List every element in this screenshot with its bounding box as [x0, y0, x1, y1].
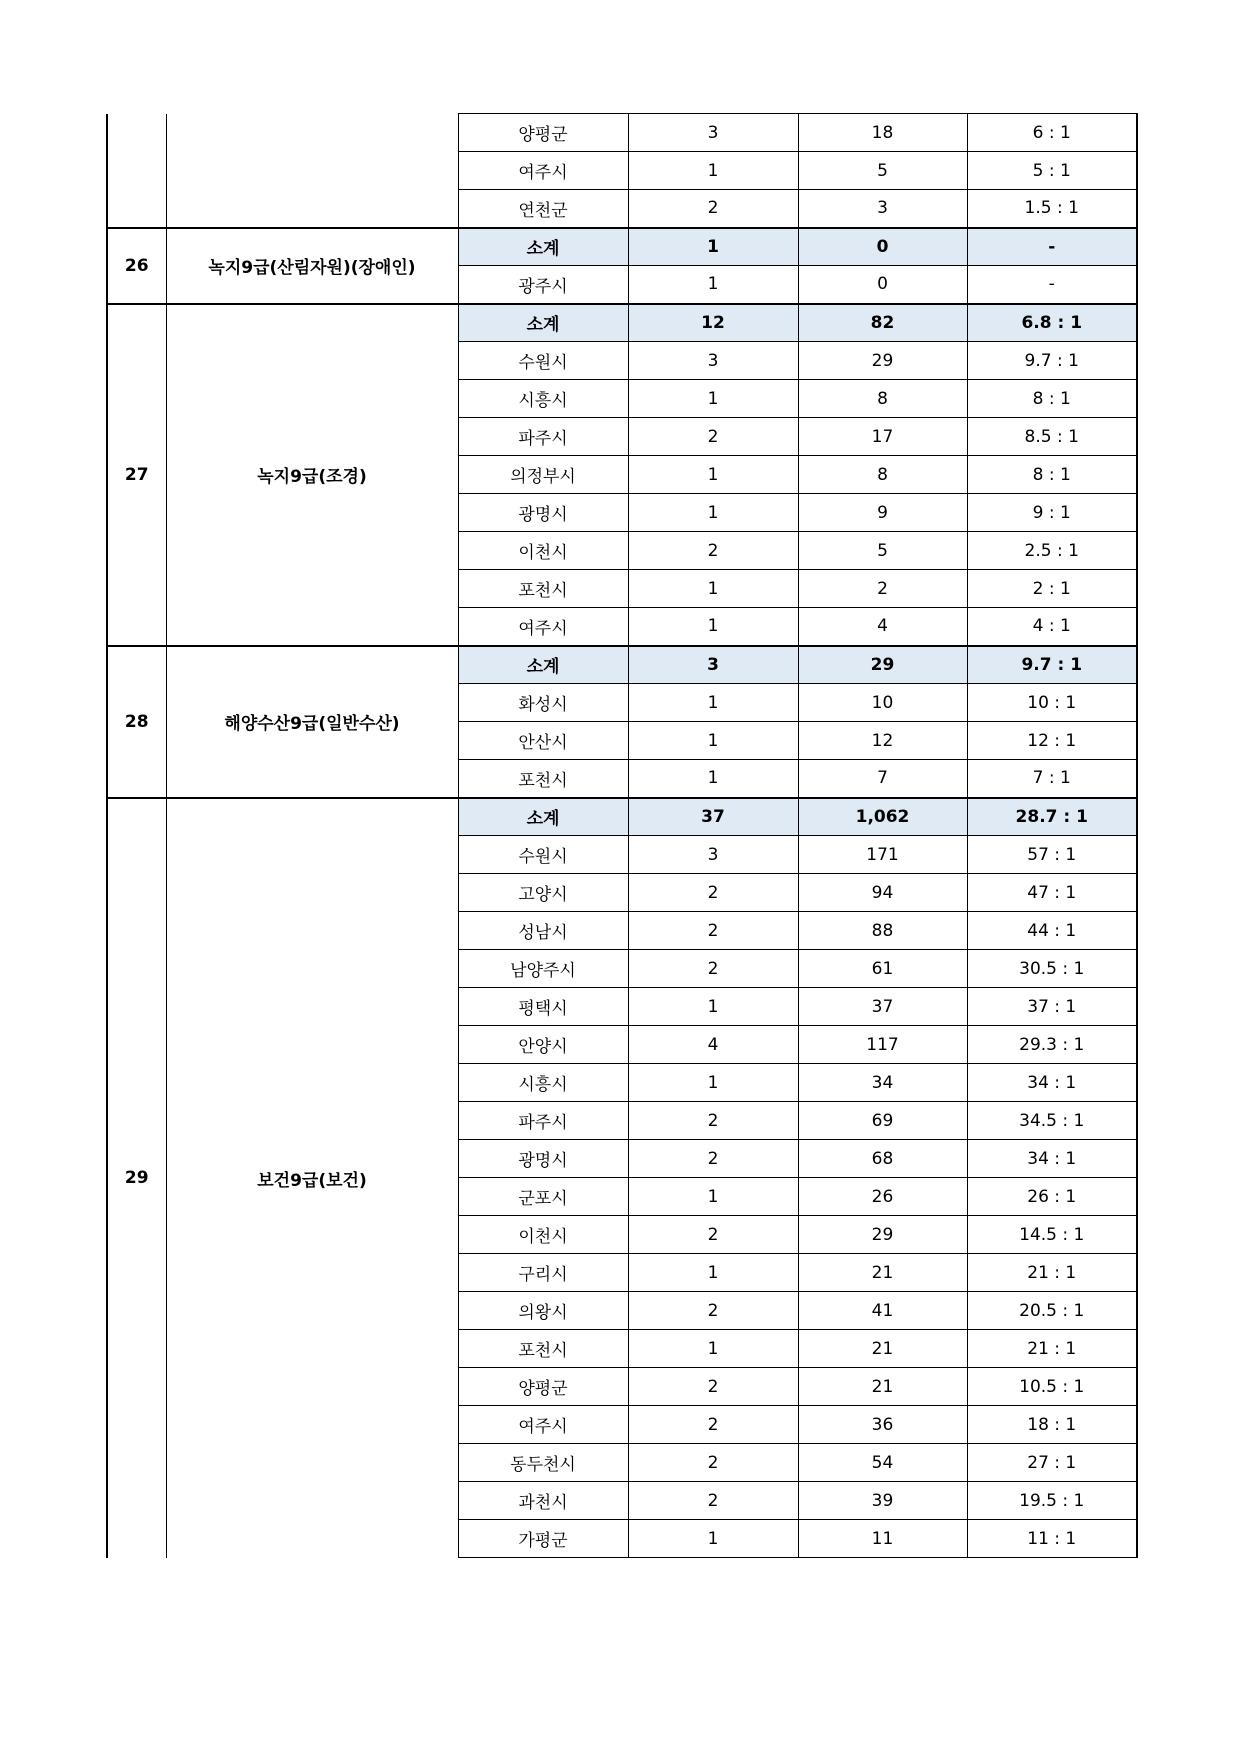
applicants-cell: 117: [798, 1026, 967, 1064]
applicants-cell: 17: [798, 418, 967, 456]
ratio-cell: 29.3 : 1: [967, 1026, 1137, 1064]
region-cell: 화성시: [458, 684, 628, 722]
competition-table-container: [106, 113, 1136, 1558]
ratio-cell: 6 : 1: [967, 114, 1137, 152]
applicants-cell: 54: [798, 1444, 967, 1482]
ratio-cell: 2 : 1: [967, 570, 1137, 608]
ratio-cell: -: [967, 266, 1137, 304]
positions-cell: 2: [628, 1444, 798, 1482]
region-cell: 양평군: [458, 114, 628, 152]
job-category: 보건9급(보건): [166, 798, 458, 1558]
ratio-cell: 21 : 1: [967, 1330, 1137, 1368]
region-cell: 광주시: [458, 266, 628, 304]
job-category: 녹지9급(산림자원)(장애인): [166, 228, 458, 304]
positions-cell: 1: [628, 456, 798, 494]
ratio-cell: -: [967, 228, 1137, 266]
applicants-cell: 61: [798, 950, 967, 988]
positions-cell: 1: [628, 570, 798, 608]
positions-cell: 1: [628, 1254, 798, 1292]
positions-cell: 1: [628, 760, 798, 798]
applicants-cell: 5: [798, 152, 967, 190]
region-cell: 소계: [458, 304, 628, 342]
positions-cell: 1: [628, 1520, 798, 1558]
positions-cell: 2: [628, 1368, 798, 1406]
ratio-cell: 4 : 1: [967, 608, 1137, 646]
positions-cell: 2: [628, 190, 798, 228]
ratio-cell: 18 : 1: [967, 1406, 1137, 1444]
applicants-cell: 39: [798, 1482, 967, 1520]
table-row: [107, 114, 1137, 152]
positions-cell: 3: [628, 342, 798, 380]
job-category: 해양수산9급(일반수산): [166, 646, 458, 798]
applicants-cell: 29: [798, 1216, 967, 1254]
region-cell: 평택시: [458, 988, 628, 1026]
region-cell: 양평군: [458, 1368, 628, 1406]
region-cell: 남양주시: [458, 950, 628, 988]
ratio-cell: 27 : 1: [967, 1444, 1137, 1482]
region-cell: 포천시: [458, 760, 628, 798]
region-cell: 광명시: [458, 1140, 628, 1178]
positions-cell: 2: [628, 532, 798, 570]
applicants-cell: 82: [798, 304, 967, 342]
region-cell: 연천군: [458, 190, 628, 228]
applicants-cell: 21: [798, 1368, 967, 1406]
region-cell: 안양시: [458, 1026, 628, 1064]
positions-cell: 3: [628, 646, 798, 684]
applicants-cell: 4: [798, 608, 967, 646]
positions-cell: 2: [628, 1292, 798, 1330]
applicants-cell: 34: [798, 1064, 967, 1102]
region-cell: 포천시: [458, 1330, 628, 1368]
group-number: 29: [107, 798, 166, 1558]
ratio-cell: 34 : 1: [967, 1140, 1137, 1178]
applicants-cell: 36: [798, 1406, 967, 1444]
positions-cell: 1: [628, 608, 798, 646]
ratio-cell: 1.5 : 1: [967, 190, 1137, 228]
region-cell: 수원시: [458, 836, 628, 874]
applicants-cell: 8: [798, 380, 967, 418]
region-cell: 소계: [458, 798, 628, 836]
positions-cell: 12: [628, 304, 798, 342]
ratio-cell: 57 : 1: [967, 836, 1137, 874]
ratio-cell: 9.7 : 1: [967, 646, 1137, 684]
applicants-cell: 68: [798, 1140, 967, 1178]
positions-cell: 1: [628, 494, 798, 532]
ratio-cell: 10 : 1: [967, 684, 1137, 722]
positions-cell: 1: [628, 266, 798, 304]
positions-cell: 2: [628, 418, 798, 456]
region-cell: 가평군: [458, 1520, 628, 1558]
applicants-cell: 1,062: [798, 798, 967, 836]
positions-cell: 2: [628, 950, 798, 988]
region-cell: 안산시: [458, 722, 628, 760]
applicants-cell: 69: [798, 1102, 967, 1140]
subtotal-row: [107, 798, 1137, 836]
subtotal-row: [107, 646, 1137, 684]
group-number: [107, 114, 166, 228]
ratio-cell: 28.7 : 1: [967, 798, 1137, 836]
positions-cell: 2: [628, 1216, 798, 1254]
region-cell: 여주시: [458, 1406, 628, 1444]
applicants-cell: 5: [798, 532, 967, 570]
applicants-cell: 37: [798, 988, 967, 1026]
region-cell: 동두천시: [458, 1444, 628, 1482]
positions-cell: 1: [628, 1330, 798, 1368]
positions-cell: 4: [628, 1026, 798, 1064]
region-cell: 수원시: [458, 342, 628, 380]
region-cell: 이천시: [458, 1216, 628, 1254]
applicants-cell: 41: [798, 1292, 967, 1330]
region-cell: 여주시: [458, 608, 628, 646]
region-cell: 이천시: [458, 532, 628, 570]
ratio-cell: 7 : 1: [967, 760, 1137, 798]
ratio-cell: 26 : 1: [967, 1178, 1137, 1216]
applicants-cell: 9: [798, 494, 967, 532]
region-cell: 성남시: [458, 912, 628, 950]
region-cell: 광명시: [458, 494, 628, 532]
positions-cell: 1: [628, 722, 798, 760]
positions-cell: 3: [628, 836, 798, 874]
ratio-cell: 8 : 1: [967, 380, 1137, 418]
region-cell: 소계: [458, 646, 628, 684]
region-cell: 시흥시: [458, 380, 628, 418]
positions-cell: 2: [628, 874, 798, 912]
competition-table-body: [107, 114, 1137, 1558]
region-cell: 파주시: [458, 418, 628, 456]
ratio-cell: 37 : 1: [967, 988, 1137, 1026]
applicants-cell: 12: [798, 722, 967, 760]
ratio-cell: 2.5 : 1: [967, 532, 1137, 570]
ratio-cell: 20.5 : 1: [967, 1292, 1137, 1330]
positions-cell: 2: [628, 1482, 798, 1520]
ratio-cell: 47 : 1: [967, 874, 1137, 912]
group-number: 27: [107, 304, 166, 646]
positions-cell: 1: [628, 228, 798, 266]
region-cell: 고양시: [458, 874, 628, 912]
region-cell: 파주시: [458, 1102, 628, 1140]
ratio-cell: 5 : 1: [967, 152, 1137, 190]
positions-cell: 1: [628, 380, 798, 418]
applicants-cell: 0: [798, 266, 967, 304]
positions-cell: 1: [628, 1178, 798, 1216]
applicants-cell: 21: [798, 1330, 967, 1368]
applicants-cell: 171: [798, 836, 967, 874]
applicants-cell: 10: [798, 684, 967, 722]
ratio-cell: 14.5 : 1: [967, 1216, 1137, 1254]
positions-cell: 1: [628, 988, 798, 1026]
applicants-cell: 29: [798, 342, 967, 380]
ratio-cell: 44 : 1: [967, 912, 1137, 950]
ratio-cell: 11 : 1: [967, 1520, 1137, 1558]
ratio-cell: 6.8 : 1: [967, 304, 1137, 342]
subtotal-row: [107, 228, 1137, 266]
positions-cell: 2: [628, 1102, 798, 1140]
region-cell: 과천시: [458, 1482, 628, 1520]
region-cell: 포천시: [458, 570, 628, 608]
subtotal-row: [107, 304, 1137, 342]
job-category: [166, 114, 458, 228]
positions-cell: 1: [628, 684, 798, 722]
ratio-cell: 10.5 : 1: [967, 1368, 1137, 1406]
ratio-cell: 8.5 : 1: [967, 418, 1137, 456]
region-cell: 의정부시: [458, 456, 628, 494]
positions-cell: 1: [628, 152, 798, 190]
applicants-cell: 21: [798, 1254, 967, 1292]
positions-cell: 2: [628, 912, 798, 950]
region-cell: 소계: [458, 228, 628, 266]
positions-cell: 3: [628, 114, 798, 152]
applicants-cell: 29: [798, 646, 967, 684]
applicants-cell: 88: [798, 912, 967, 950]
ratio-cell: 19.5 : 1: [967, 1482, 1137, 1520]
applicants-cell: 2: [798, 570, 967, 608]
ratio-cell: 9 : 1: [967, 494, 1137, 532]
job-category: 녹지9급(조경): [166, 304, 458, 646]
competition-table: [106, 113, 1138, 1558]
applicants-cell: 3: [798, 190, 967, 228]
region-cell: 여주시: [458, 152, 628, 190]
ratio-cell: 30.5 : 1: [967, 950, 1137, 988]
ratio-cell: 34.5 : 1: [967, 1102, 1137, 1140]
applicants-cell: 26: [798, 1178, 967, 1216]
positions-cell: 37: [628, 798, 798, 836]
positions-cell: 2: [628, 1140, 798, 1178]
applicants-cell: 94: [798, 874, 967, 912]
applicants-cell: 18: [798, 114, 967, 152]
ratio-cell: 8 : 1: [967, 456, 1137, 494]
region-cell: 군포시: [458, 1178, 628, 1216]
group-number: 28: [107, 646, 166, 798]
positions-cell: 1: [628, 1064, 798, 1102]
applicants-cell: 8: [798, 456, 967, 494]
ratio-cell: 9.7 : 1: [967, 342, 1137, 380]
region-cell: 구리시: [458, 1254, 628, 1292]
applicants-cell: 11: [798, 1520, 967, 1558]
applicants-cell: 0: [798, 228, 967, 266]
applicants-cell: 7: [798, 760, 967, 798]
region-cell: 시흥시: [458, 1064, 628, 1102]
positions-cell: 2: [628, 1406, 798, 1444]
ratio-cell: 12 : 1: [967, 722, 1137, 760]
ratio-cell: 21 : 1: [967, 1254, 1137, 1292]
region-cell: 의왕시: [458, 1292, 628, 1330]
ratio-cell: 34 : 1: [967, 1064, 1137, 1102]
group-number: 26: [107, 228, 166, 304]
